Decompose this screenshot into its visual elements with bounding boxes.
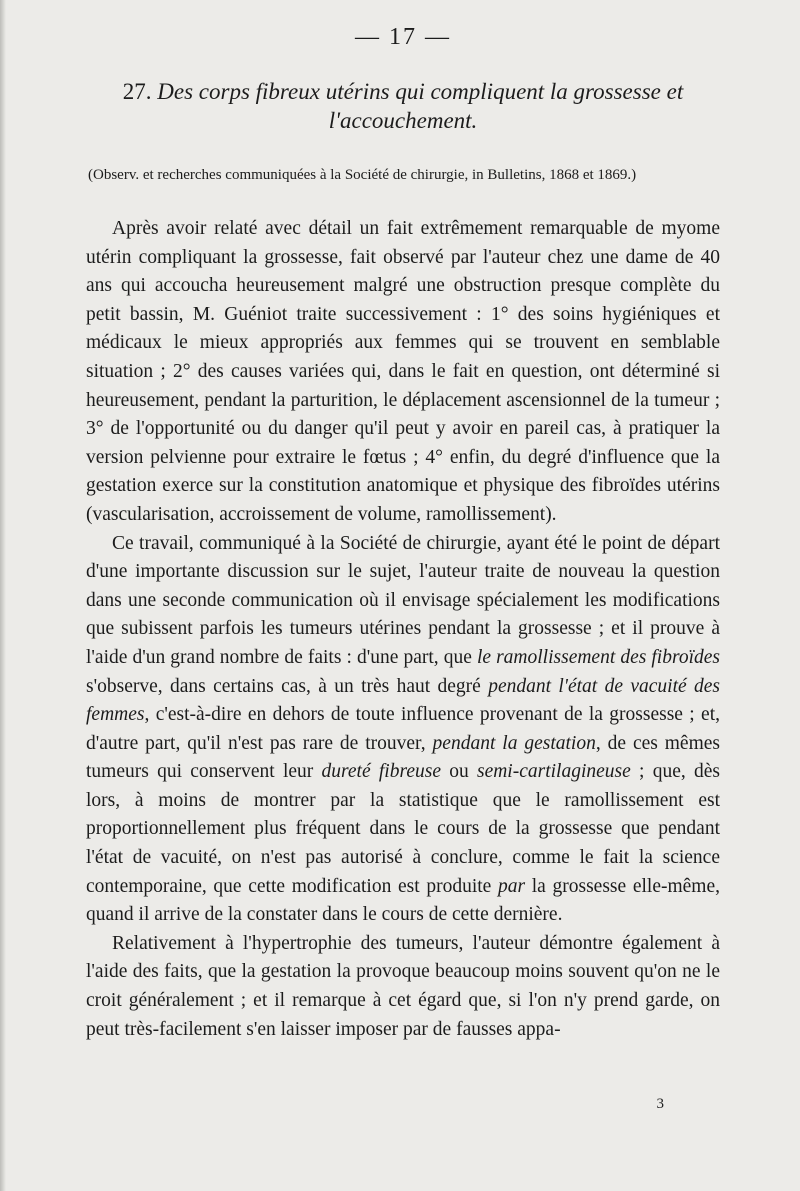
emphasis-gestation: pendant la gestation: [432, 732, 596, 754]
page-number: — 17 —: [355, 24, 451, 50]
emphasis-vacuite: pendant l'état de vacuité des femmes: [86, 675, 720, 726]
paragraph-3: Relativement à l'hypertrophie des tumeurs, l'auteur démontre également à l'aide des faits, que la gestation la provoque beaucoup moins souvent qu'on ne le croit généralement ; et il remarque à cet égard que, si l'on n'y prend garde, on peut très-facilement s'en laisser imposer par de fausses appa-: [86, 932, 720, 1040]
paragraph-2-text: la grossesse elle-même, quand il arrive de la constater dans le cours de cette dernière.: [86, 875, 720, 926]
article-number: 27.: [122, 79, 152, 104]
emphasis-par: par: [498, 875, 526, 897]
article-title: [86, 77, 720, 135]
source-citation: (Observ. et recherches communiquées à la Société de chirurgie, in Bulletins, 1868 et 1869.): [88, 167, 637, 183]
emphasis-durete: dureté fibreuse: [321, 761, 441, 783]
paragraph-2-text: , de ces mêmes tumeurs qui conservent leur: [86, 732, 720, 783]
paragraph-2-text: ; que, dès lors, à moins de montrer par la statistique que le ramollissement est proportionnellement plus fréquent dans le cours de la grossesse que pendant l'état de vacuité, on n'est pas autorisé à conclure, comme le fait la science contemporaine, que cette modification est produite: [86, 761, 720, 897]
signature-mark: 3: [656, 1096, 664, 1112]
paragraph-2-text: , c'est-à-dire en dehors de toute influence provenant de la grossesse ; et, d'autre part, qu'il n'est pas rare de trouver,: [86, 704, 720, 754]
article-title-text: Des corps fibreux utérins qui compliquent la grossesse et l'accouchement.: [157, 79, 684, 133]
paragraph-2: [86, 530, 720, 930]
paragraph-2-text: Ce travail, communiqué à la Société de chirurgie, ayant été le point de départ d'une importante discussion sur le sujet, l'auteur traite de nouveau la question dans une seconde communication où il envisage spécialement les modifications que subissent parfois les tumeurs utérines pendant la grossesse ; et il prouve à l'aide d'un grand nombre de faits : d'une part, que: [86, 532, 720, 668]
paragraph-2-text: s'observe, dans certains cas, à un très haut degré: [86, 675, 489, 697]
emphasis-ramollissement: le ramollissement des fibroïdes: [476, 646, 720, 668]
emphasis-semi-cartilagineuse: semi-cartilagineuse: [476, 761, 631, 783]
paragraph-1: Après avoir relaté avec détail un fait extrêmement remarquable de myome utérin compliquant la grossesse, fait observé par l'auteur chez une dame de 40 ans qui accoucha heureusement malgré une obstruction presque complète du petit bassin, M. Guéniot traite successivement : 1° des soins hygiéniques et médicaux le mieux appropriés aux femmes qui se trouvent en semblable situation ; 2° des causes variées qui, dans le fait en question, ont déterminé si heureusement, pendant la parturition, le déplacement ascensionnel de la tumeur ; 3° de l'opportunité ou du danger qu'il peut y avoir en pareil cas, à pratiquer la version pelvienne pour extraire le fœtus ; 4° enfin, du degré d'influence que la gestation exerce sur la constitution anatomique et physique des fibroïdes utérins (vascularisation, accroissement de volume, ramollissement).: [86, 218, 720, 525]
paragraph-2-text: ou: [440, 761, 477, 783]
